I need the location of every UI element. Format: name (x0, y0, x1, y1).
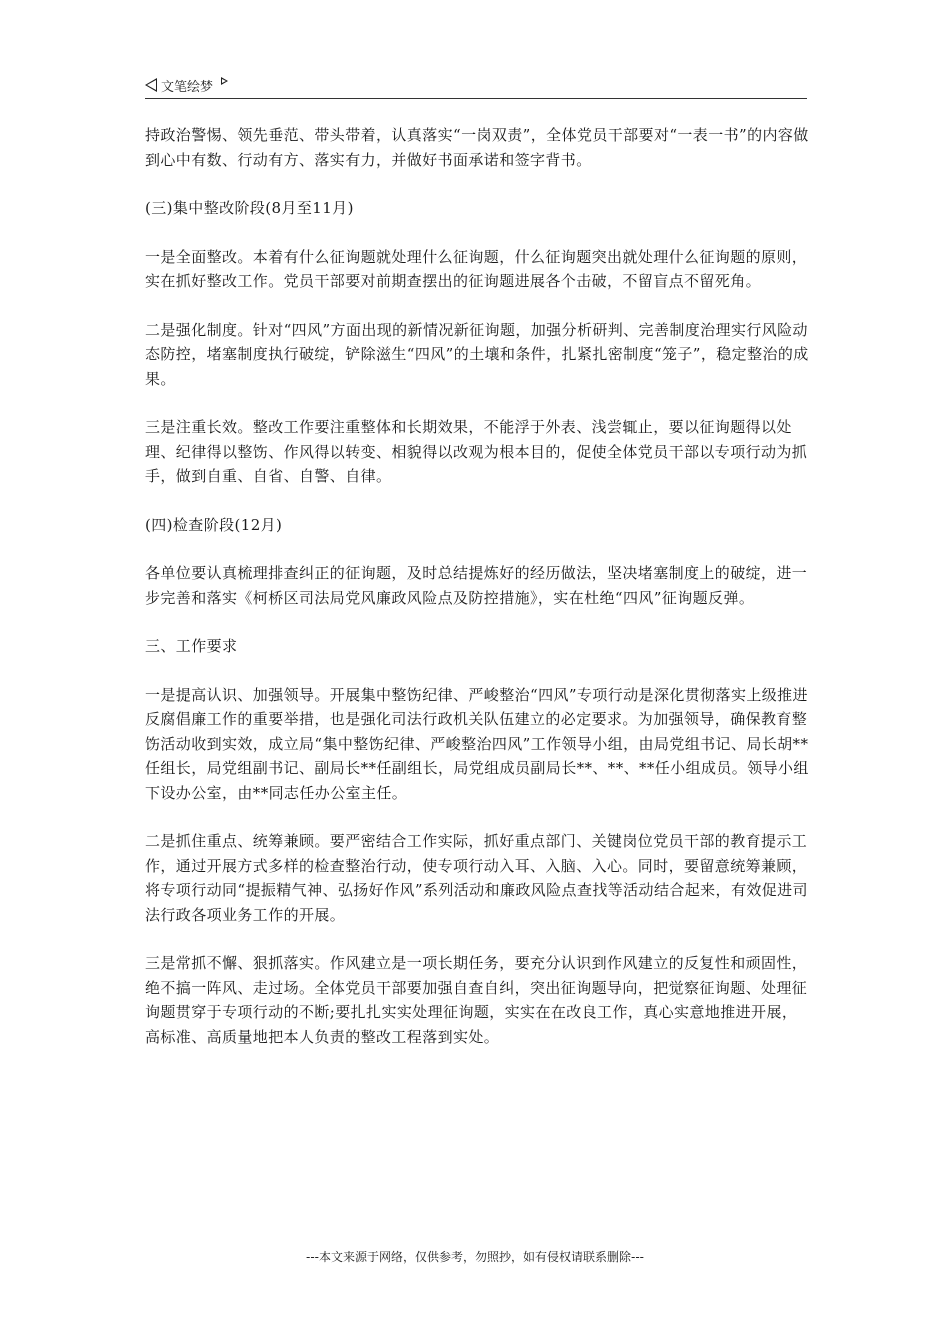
section-heading: 三、工作要求 (145, 637, 238, 655)
paragraph: 一是全面整改。本着有什么征询题就处理什么征询题，什么征询题突出就处理什么征询题的原则，实在抓好整改工作。党员干部要对前期查摆出的征询题进展各个击破，不留盲点不留死角。 (145, 247, 808, 290)
document-body (145, 123, 810, 1073)
paragraph: 一是提高认识、加强领导。开展集中整饬纪律、严峻整治“四风”专项行动是深化贯彻落实上级推进反腐倡廉工作的重要举措，也是强化司法行政机关队伍建立的必定要求。为加强领导，确保教育整饬活动收到实效，成立局“集中整饬纪律、严峻整治四风”工作领导小组，由局党组书记、局长胡**任组长，局党组副书记、副局长**任副组长，局党组成员副局长**、**、**任小组成员。领导小组下设办公室，由**同志任办公室主任。 (145, 685, 809, 802)
paragraph: 持政治警惕、领先垂范、带头带着，认真落实“一岗双责”，全体党员干部要对“一表一书”的内容做到心中有数、行动有方、落实有力，并做好书面承诺和签字背书。 (145, 126, 809, 169)
brand-name: 文笔绘梦 (161, 79, 214, 95)
paragraph: 三是常抓不懈、狠抓落实。作风建立是一项长期任务，要充分认识到作风建立的反复性和顽固性，绝不搞一阵风、走过场。全体党员干部要加强自查自纠，突出征询题导向，把觉察征询题、处理征询题贯穿于专项行动的不断;要扎扎实实处理征询题，实实在在改良工作，真心实意地推进开展，高标准、高质量地把本人负责的整改工程落到实处。 (145, 954, 808, 1046)
paragraph: 三是注重长效。整改工作要注重整体和长期效果，不能浮于外表、浅尝辄止，要以征询题得以处理、纪律得以整饬、作风得以转变、相貌得以改观为根本目的，促使全体党员干部以专项行动为抓手，做到自重、自省、自警、自律。 (145, 418, 808, 485)
paragraph: 二是抓住重点、统筹兼顾。要严密结合工作实际，抓好重点部门、关键岗位党员干部的教育提示工作，通过开展方式多样的检查整治行动，使专项行动入耳、入脑、入心。同时，要留意统筹兼顾，将专项行动同“提振精气神、弘扬好作风”系列活动和廉政风险点查找等活动结合起来，有效促进司法行政各项业务工作的开展。 (145, 832, 808, 924)
footer-disclaimer: ---本文来源于网络，仅供参考，勿照抄，如有侵权请联系删除--- (306, 1250, 644, 1264)
brand (145, 74, 807, 96)
section-heading: (四)检查阶段(12月) (145, 515, 283, 534)
paragraph: 二是强化制度。针对“四风”方面出现的新情况新征询题，加强分析研判、完善制度治理实行风险动态防控，堵塞制度执行破绽，铲除滋生“四风”的土壤和条件，扎紧扎密制度“笼子”，稳定整治的成果。 (145, 320, 809, 388)
section-heading: (三)集中整改阶段(8月至11月) (145, 199, 354, 217)
left-triangle-icon (145, 78, 157, 92)
paragraph: 各单位要认真梳理排查纠正的征询题，及时总结提炼好的经历做法，坚决堵塞制度上的破绽，进一步完善和落实《柯桥区司法局党风廉政风险点及防控措施》，实在杜绝“四风”征询题反弹。 (145, 564, 808, 607)
right-triangle-icon (221, 77, 228, 85)
page-header (145, 74, 807, 99)
